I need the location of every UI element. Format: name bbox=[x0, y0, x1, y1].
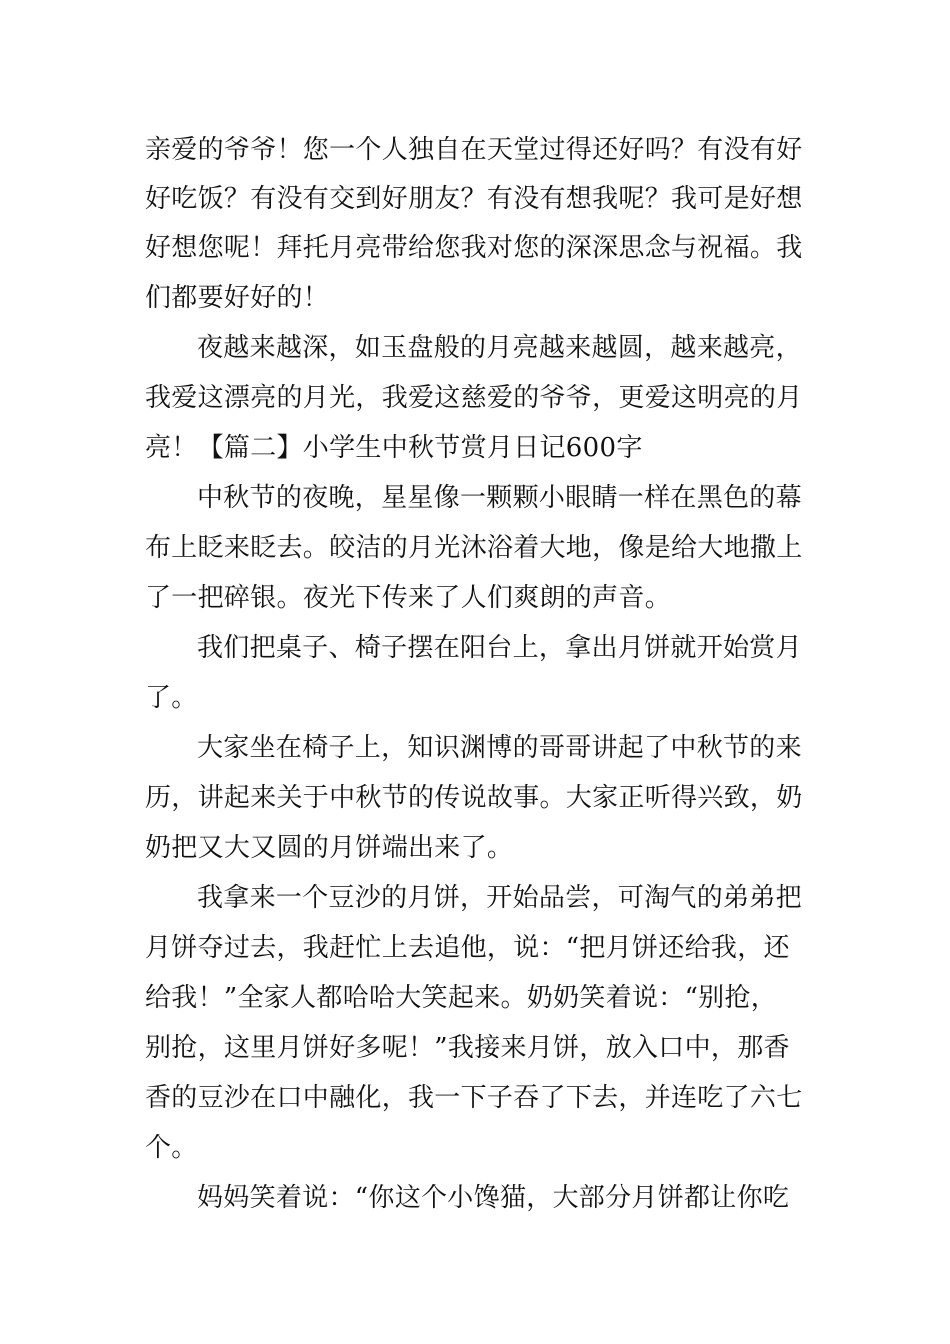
text-line: 月饼夺过去，我赶忙上去追他，说：“把月饼还给我，还 bbox=[145, 933, 790, 963]
text-line: 奶把又大又圆的月饼端出来了。 bbox=[145, 833, 514, 863]
text-line: 们都要好好的！ bbox=[145, 283, 330, 313]
paragraph-first-line: 妈妈笑着说：“你这个小馋猫，大部分月饼都让你吃 bbox=[197, 1183, 790, 1213]
text-line: 我爱这漂亮的月光，我爱这慈爱的爷爷，更爱这明亮的月 bbox=[145, 383, 803, 413]
text-line: 个。 bbox=[145, 1133, 198, 1163]
text-line: 了。 bbox=[145, 683, 198, 713]
text-line: 历，讲起来关于中秋节的传说故事。大家正听得兴致，奶 bbox=[145, 783, 803, 813]
paragraph-first-line: 夜越来越深，如玉盘般的月亮越来越圆，越来越亮， bbox=[197, 333, 802, 363]
paragraph-first-line: 中秋节的夜晚，星星像一颗颗小眼睛一样在黑色的幕 bbox=[197, 483, 802, 513]
text-line: 亮！【篇二】小学生中秋节赏月日记600字 bbox=[145, 433, 643, 463]
paragraph-first-line: 我拿来一个豆沙的月饼，开始品尝，可淘气的弟弟把 bbox=[197, 883, 802, 913]
text-line: 别抢，这里月饼好多呢！”我接来月饼，放入口中，那香 bbox=[145, 1033, 790, 1063]
paragraph-first-line: 大家坐在椅子上，知识渊博的哥哥讲起了中秋节的来 bbox=[197, 733, 802, 763]
text-line: 布上眨来眨去。皎洁的月光沐浴着大地，像是给大地撒上 bbox=[145, 533, 803, 563]
text-line: 亲爱的爷爷！您一个人独自在天堂过得还好吗？有没有好 bbox=[145, 135, 803, 165]
text-line: 好吃饭？有没有交到好朋友？有没有想我呢？我可是好想 bbox=[145, 184, 803, 214]
text-line: 香的豆沙在口中融化，我一下子吞了下去，并连吃了六七 bbox=[145, 1083, 803, 1113]
text-line: 给我！”全家人都哈哈大笑起来。奶奶笑着说：“别抢， bbox=[145, 983, 778, 1013]
text-line: 好想您呢！拜托月亮带给您我对您的深深思念与祝福。我 bbox=[145, 233, 803, 263]
paragraph-first-line: 我们把桌子、椅子摆在阳台上，拿出月饼就开始赏月 bbox=[197, 633, 802, 663]
text-line: 了一把碎银。夜光下传来了人们爽朗的声音。 bbox=[145, 583, 672, 613]
